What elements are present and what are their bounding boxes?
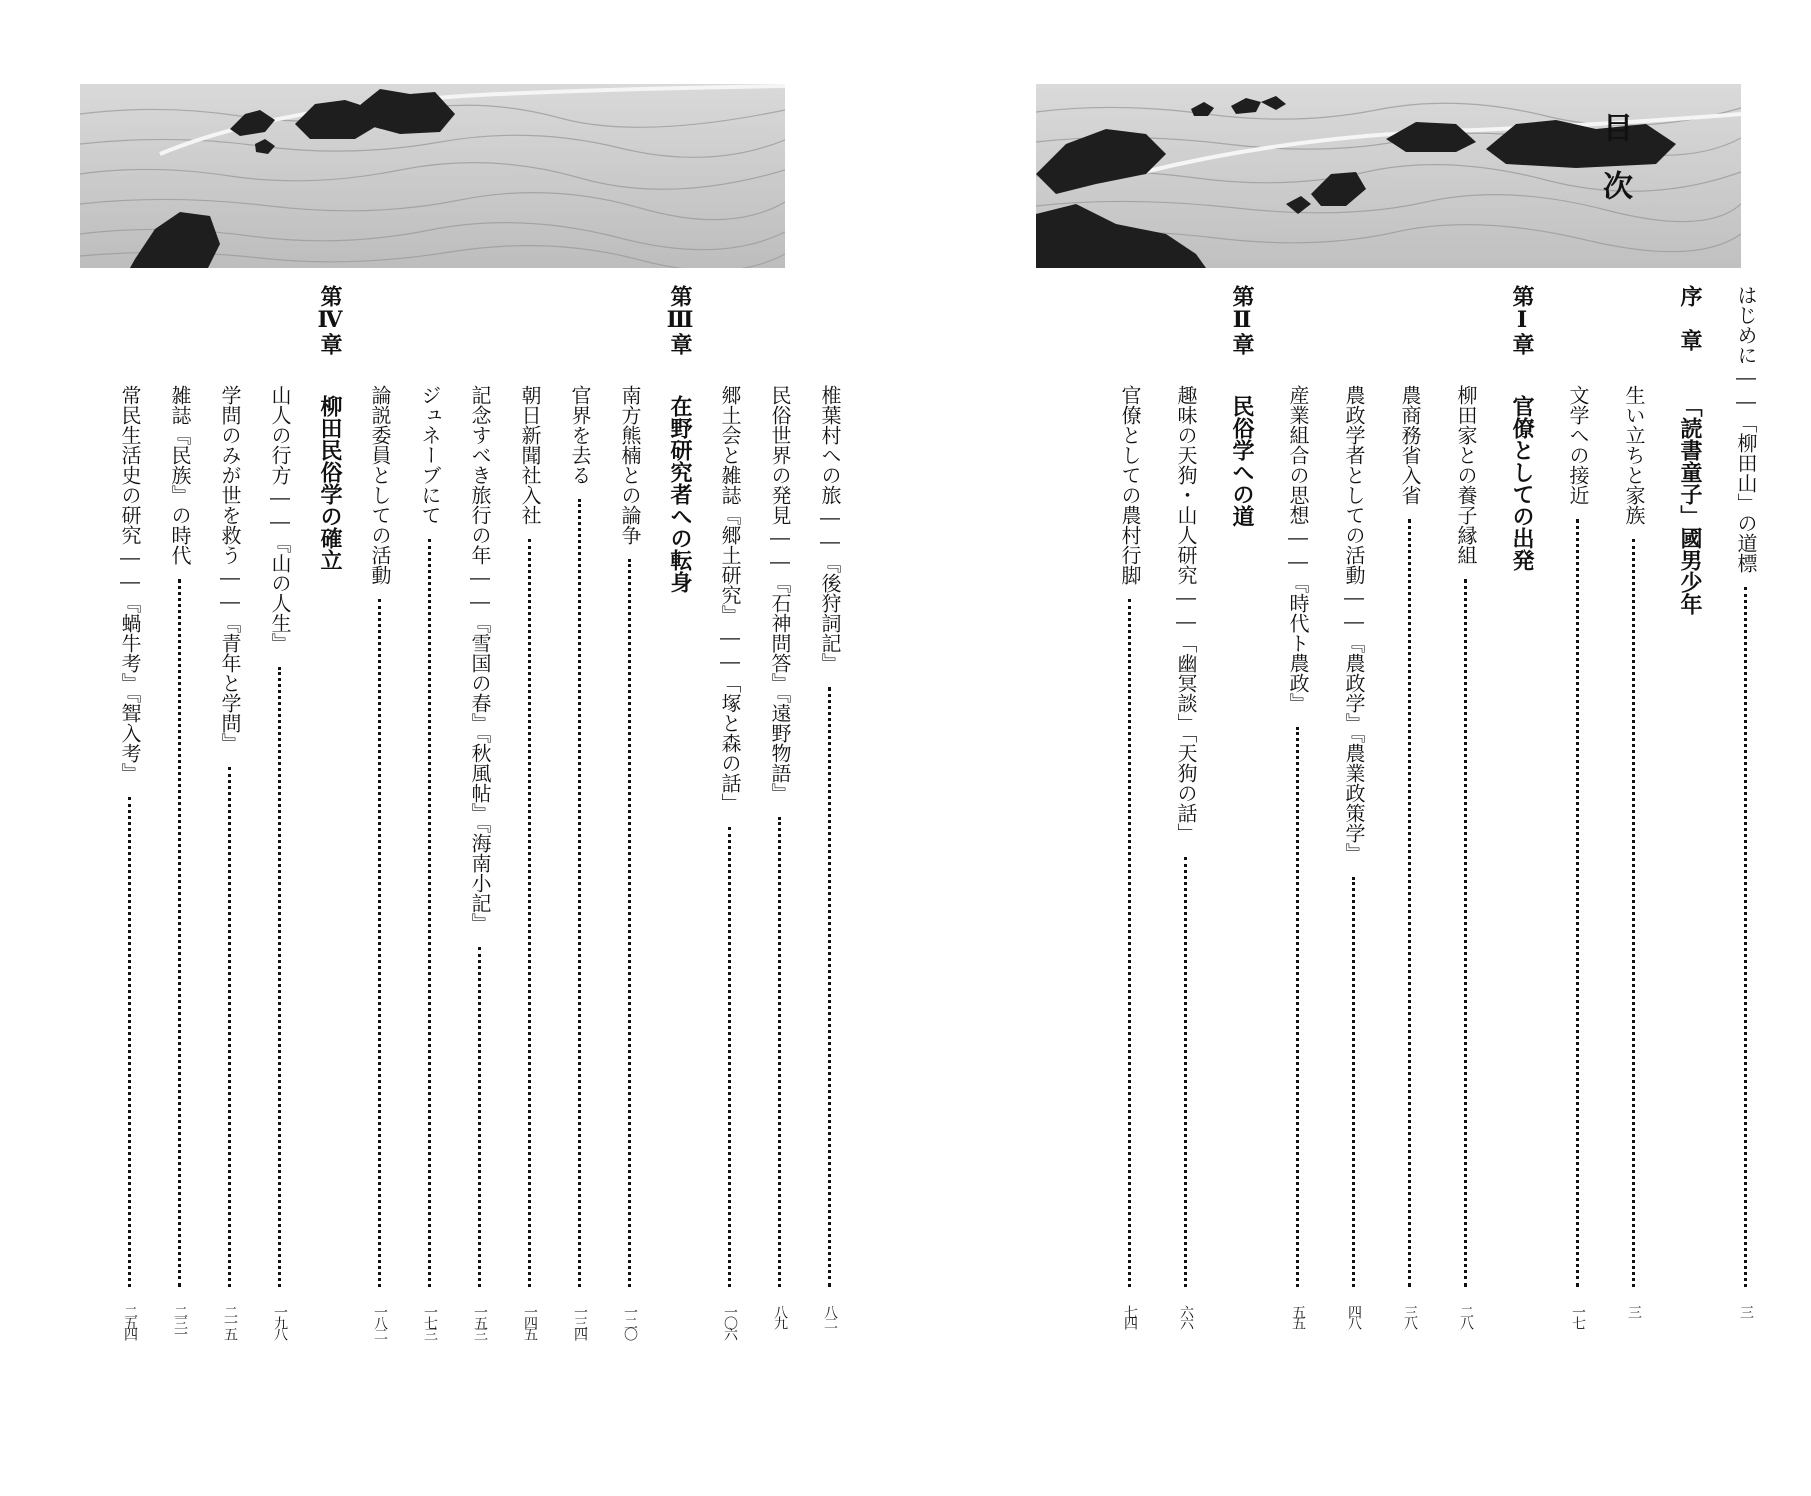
left-page [0,0,905,1496]
dot-leader [528,539,531,1287]
chapter-heading [1222,285,1262,1345]
entry-title: 農商務省入省 [1398,385,1422,505]
entry-title: 南方熊楠との論争 [618,385,642,545]
toc-entry [810,285,850,1345]
toc-entry [1390,285,1430,1345]
page-number: 一七 [1570,1305,1586,1327]
page-number: 一七三 [422,1305,438,1338]
toc-entry [610,285,650,1345]
toc-entry [710,285,750,1345]
dot-leader [1744,587,1747,1287]
dot-leader [478,947,481,1287]
dot-leader [428,539,431,1287]
chapter-title: 官僚としての出発 [1509,395,1535,571]
chapter-heading [660,285,700,1345]
entry-title: 郷土会と雑誌『郷土研究』――「塚と森の話」 [718,385,742,813]
chapter-heading [1670,285,1710,1345]
dot-leader [128,797,131,1287]
entry-title: 常民生活史の研究――『蝸牛考』『聟入考』 [118,385,142,783]
page-number: 一三四 [572,1305,588,1338]
entry-title: ジュネーブにて [418,385,442,525]
entry-title: 雑誌『民族』の時代 [168,385,192,565]
toc-entry [1558,285,1598,1345]
dot-leader [1408,519,1411,1287]
chapter-title: 民俗学への道 [1229,395,1255,527]
dot-leader [1632,539,1635,1287]
toc-entry [560,285,600,1345]
toc-entry [510,285,550,1345]
dot-leader [578,499,581,1287]
right-page [906,0,1811,1496]
toc-title: 目次 [1597,112,1632,228]
dot-leader [278,667,281,1287]
entry-title: 論説委員としての活動 [368,385,392,585]
toc-entry [160,285,200,1345]
page-number: 三八 [1402,1305,1418,1327]
dot-leader [1576,519,1579,1287]
dot-leader [378,599,381,1287]
dot-leader [1296,727,1299,1287]
entry-title: 山人の行方――『山の人生』 [268,385,292,653]
chapter-number: 第Ⅰ章 [1509,285,1535,355]
dot-leader [178,579,181,1287]
dot-leader [1128,599,1131,1287]
dot-leader [1352,877,1355,1287]
page-number: 一〇六 [722,1305,738,1338]
dot-leader [1184,857,1187,1287]
entry-title: 官僚としての農村行脚 [1118,385,1142,585]
dot-leader [778,817,781,1287]
toc-entry [1278,285,1318,1345]
page-number: 一二〇 [622,1305,638,1338]
toc-entry [260,285,300,1345]
page-number: 八九 [772,1305,788,1327]
toc-entry [1726,285,1766,1345]
toc-entry [110,285,150,1345]
toc-entry [1166,285,1206,1345]
page-number: 三 [1626,1305,1642,1316]
entry-title: 民俗世界の発見――『石神問答』『遠野物語』 [768,385,792,803]
dot-leader [1464,579,1467,1287]
entry-title: 官界を去る [568,385,592,485]
seascape-illustration-left [80,84,785,268]
entry-title: 椎葉村への旅――『後狩詞記』 [818,385,842,673]
toc-entry [1334,285,1374,1345]
chapter-number: 第Ⅱ章 [1229,285,1255,355]
page-number: 八二 [822,1305,838,1327]
dot-leader [828,687,831,1287]
entry-title: 趣味の天狗・山人研究――「幽冥談」「天狗の話」 [1174,385,1198,843]
chapter-number: 序 章 [1677,285,1703,351]
toc-left [60,285,850,1345]
page-number: 一四五 [522,1305,538,1338]
entry-title: 学問のみが世を救う――『青年と学問』 [218,385,242,753]
chapter-heading [1502,285,1542,1345]
page-number: 二五四 [122,1305,138,1338]
dot-leader [228,767,231,1287]
toc-entry [410,285,450,1345]
entry-title: 記念すべき旅行の年――『雪国の春』『秋風帖』『海南小記』 [468,385,492,933]
chapter-number: 第Ⅳ章 [317,285,343,355]
toc-right [1016,285,1766,1345]
page-number: 二三一 [172,1305,188,1338]
dot-leader [728,827,731,1287]
toc-entry [1614,285,1654,1345]
dot-leader [628,559,631,1287]
page-number: 一五三 [472,1305,488,1338]
chapter-heading [310,285,350,1345]
entry-title: 朝日新聞社入社 [518,385,542,525]
toc-entry [1446,285,1486,1345]
toc-entry [210,285,250,1345]
page-number: 一九八 [272,1305,288,1338]
entry-title: はじめに――「柳田山」の道標 [1734,285,1758,573]
entry-title: 柳田家との養子縁組 [1454,385,1478,565]
entry-title: 農政学者としての活動――『農政学』『農業政策学』 [1342,385,1366,863]
entry-title: 産業組合の思想――『時代ト農政』 [1286,385,1310,713]
chapter-title: 「読書童子」國男少年 [1677,395,1703,615]
page-number: 三 [1738,1305,1754,1316]
page-number: 五五 [1290,1305,1306,1327]
chapter-title: 在野研究者への転身 [667,395,693,593]
chapter-number: 第Ⅲ章 [667,285,693,355]
page-number: 七四 [1122,1305,1138,1327]
entry-title: 生い立ちと家族 [1622,385,1646,525]
toc-entry [460,285,500,1345]
page-number: 一八二 [372,1305,388,1338]
toc-entry [360,285,400,1345]
entry-title: 文学への接近 [1566,385,1590,505]
chapter-title: 柳田民俗学の確立 [317,395,343,571]
toc-entry [1110,285,1150,1345]
page-number: 二一五 [222,1305,238,1338]
page-number: 四八 [1346,1305,1362,1327]
page-number: 二八 [1458,1305,1474,1327]
toc-entry [760,285,800,1345]
page-number: 六六 [1178,1305,1194,1327]
